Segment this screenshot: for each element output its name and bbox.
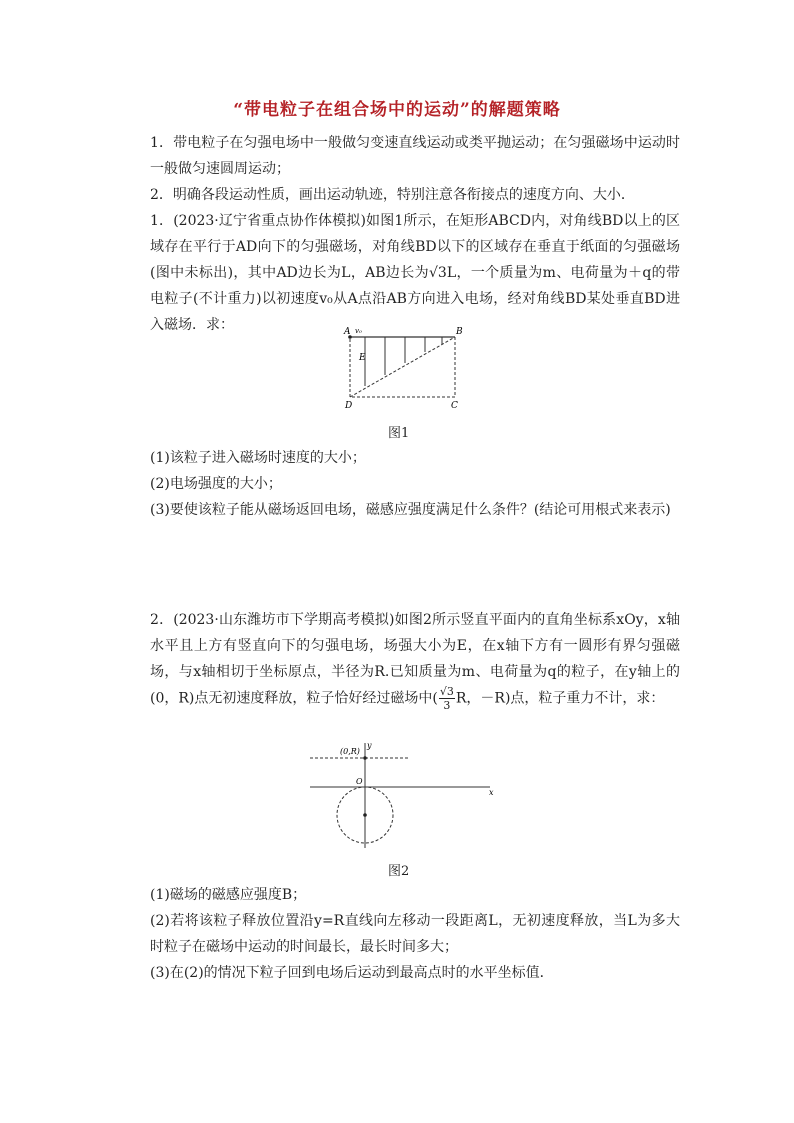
circle-center-dot: [363, 813, 367, 817]
problem-1-question-3: (3)要使该粒子能从磁场返回电场，磁感应强度满足什么条件？(结论可用根式来表示): [150, 502, 671, 518]
problem-2-question-3: (3)在(2)的情况下粒子回到电场后运动到最高点时的水平坐标值．: [150, 965, 554, 981]
label-v0: v₀: [355, 327, 362, 335]
problem-2-question-1: (1)磁场的磁感应强度B；: [150, 887, 307, 903]
field-lines: [365, 337, 442, 386]
label-y: y: [367, 741, 372, 750]
page-title: “带电粒子在组合场中的运动”的解题策略: [233, 100, 561, 120]
label-b: B: [456, 327, 463, 337]
problem-1-question-2: (2)电场强度的大小；: [150, 476, 282, 492]
figure-2-caption: 图2: [388, 864, 410, 879]
label-point-0-r: (0,R): [340, 747, 360, 756]
problem-2-question-2: (2)若将该粒子释放位置沿y=R直线向左移动一段距离L，无初速度释放，当L为多大时粒子在磁场中运动的时间最长，最长时间多大；: [150, 913, 680, 955]
label-d: D: [345, 401, 353, 411]
tip-1: 1．带电粒子在匀强电场中一般做匀变速直线运动或类平抛运动；在匀强磁场中运动时一般做匀速圆周运动；: [150, 135, 680, 177]
fraction-numerator: √3: [439, 685, 454, 698]
problem-2-text: [150, 607, 680, 712]
diagonal-bd: [350, 337, 455, 397]
label-a: A: [344, 327, 351, 337]
tip-2: 2．明确各段运动性质，画出运动轨迹，特别注意各衔接点的速度方向、大小．: [150, 187, 635, 203]
label-c: C: [451, 401, 458, 411]
problem-1-text: 1．(2023·辽宁省重点协作体模拟)如图1所示，在矩形ABCD内，对角线BD以上的区域存在平行于AD向下的匀强磁场，对角线BD以下的区域存在垂直于纸面的匀强磁场(图中未标出)，其中AD边长为L，AB边长为√3L，一个质量为m、电荷量为＋q的带电粒子(不计重力)以初速度v₀从A点沿AB方向进入电场，经对角线BD某处垂直BD进入磁场．求：: [150, 213, 680, 333]
problem-2-text-b: R，－R)点，粒子重力不计，求：: [455, 690, 665, 707]
problem-2-text-a: 2．(2023·山东潍坊市下学期高考模拟)如图2所示竖直平面内的直角坐标系xOy，x轴水平且上方有竖直向下的匀强电场，场强大小为E，在x轴下方有一圆形有界匀强磁场，与x轴相切于坐标原点，半径为R.已知质量为m、电荷量为q的粒子，在y轴上的(0，R)点无初速度释放，粒子恰好经过磁场中(: [150, 612, 680, 707]
figure-1-caption: 图1: [388, 426, 410, 441]
problem-1-question-1: (1)该粒子进入磁场时速度的大小；: [150, 450, 366, 466]
fraction-denominator: 3: [443, 699, 451, 712]
figure-1: [330, 320, 470, 415]
release-point: [363, 756, 367, 760]
fraction: [439, 685, 455, 712]
label-o: O: [356, 777, 363, 786]
label-e: E: [359, 353, 366, 363]
label-x: x: [489, 788, 494, 797]
figure-2: [300, 738, 500, 853]
